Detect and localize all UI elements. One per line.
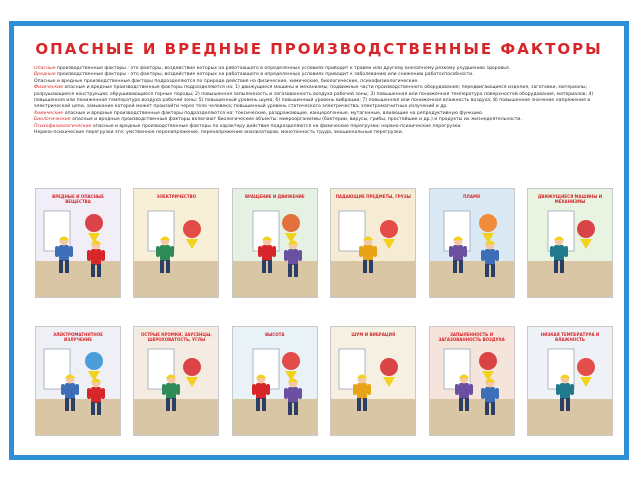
hazard-symbol [85, 214, 103, 232]
hazard-illustration-card [527, 326, 613, 436]
hazard-illustration [233, 327, 317, 435]
hazard-illustration [331, 189, 415, 297]
floor [134, 261, 218, 297]
card-caption: НИЗКАЯ ТЕМПЕРАТУРА И ВЛАЖНОСТЬ [540, 332, 600, 342]
card-caption: ШУМ И ВИБРАЦИЯ [351, 332, 396, 337]
paragraph: Опасные и вредные производственные факторы подразделяются по природе действия на физические, химические, биологические, психофизиологические. [34, 78, 419, 84]
hazard-symbol [479, 214, 497, 232]
floor [528, 261, 612, 297]
card-caption: ЗАПЫЛЕННОСТЬ И ЗАГАЗОВАННОСТЬ ВОЗДУХА [438, 332, 505, 342]
poster-intro-text [34, 66, 608, 178]
card-caption: ЭЛЕКТРИЧЕСТВО [156, 194, 197, 199]
paragraph: Психофизиологические опасные и вредные производственные факторы по характеру действия подразделяются на физические перегрузки; нервно-психические перегрузки. [34, 123, 462, 129]
hazard-symbol [183, 358, 201, 376]
hazard-illustration [36, 189, 120, 297]
card-caption: ВРАЩЕНИЕ И ДВИЖЕНИЕ [244, 194, 305, 199]
card-caption: ОСТРЫЕ КРОМКИ, ЗАУСЕНЦЫ, ШЕРОХОВАТОСТЬ, УГЛЫ [140, 332, 212, 342]
hazard-illustration [36, 327, 120, 435]
hazard-symbol [85, 352, 103, 370]
equipment [339, 211, 365, 251]
equipment [548, 349, 574, 389]
warning-triangle-icon [186, 377, 198, 387]
warning-triangle-icon [383, 239, 395, 249]
warning-triangle-icon [580, 377, 592, 387]
hazard-illustration [233, 189, 317, 297]
hazard-symbol [577, 220, 595, 238]
hazard-illustration-card [232, 326, 318, 436]
hazard-illustration [528, 189, 612, 297]
hazard-illustration [528, 327, 612, 435]
hazard-symbol [577, 358, 595, 376]
warning-triangle-icon [580, 239, 592, 249]
card-caption: ВЫСОТА [265, 332, 285, 337]
equipment [148, 211, 174, 251]
paragraph: Опасные производственные факторы - это факторы, воздействие которых на работающего в определенных условиях приводит к травме или другому внезапному резкому ухудшению здоровья. [34, 66, 511, 71]
floor [36, 261, 120, 297]
hazard-illustration-card [330, 326, 416, 436]
card-caption: ЭЛЕКТРОМАГНИТНОЕ ИЗЛУЧЕНИЕ [53, 332, 103, 342]
hazard-symbol [479, 352, 497, 370]
paragraph: Нервно-психические перегрузки это: умственное перенапряжение, перенапряжение анализаторов, монотонность труда, эмоциональные перегрузки. [34, 130, 404, 136]
paragraph: Биологические опасные и вредные производственные факторы включают биологические объекты: микроорганизмы (бактерии, вирусы, грибы, простейшие и др.) и продукты их жизнедеятельности. [34, 117, 522, 123]
hazard-illustration-card [133, 188, 219, 298]
floor [430, 399, 514, 435]
warning-triangle-icon [186, 239, 198, 249]
hazard-illustration [430, 327, 514, 435]
hazard-illustration [134, 327, 218, 435]
hazard-illustration-card [232, 188, 318, 298]
warning-triangle-icon [383, 377, 395, 387]
floor [233, 261, 317, 297]
hazard-symbol [380, 220, 398, 238]
hazard-symbol [183, 220, 201, 238]
equipment [44, 349, 70, 389]
equipment [253, 349, 279, 389]
hazard-illustration-card [330, 188, 416, 298]
hazard-symbol [380, 358, 398, 376]
floor [331, 399, 415, 435]
paragraph: Вредные производственные факторы - это факторы, воздействие которых на работающего в определенных условиях приводит к заболеванию или снижению работоспособности. [34, 72, 474, 78]
hazard-illustration-card [35, 188, 121, 298]
card-caption: ДВИЖУЩИЕСЯ МАШИНЫ И МЕХАНИЗМЫ [537, 194, 603, 204]
hazard-illustration [134, 189, 218, 297]
paragraph: Физические опасные и вредные производственные факторы подразделяются на: 1) движущиеся машины и механизмы; подвижные части производственного оборудования; передвигающиеся изделия, заготовки, материалы; разрушающиеся конструкции; обрушивающиеся горные породы; 2) повышенная запыленность и загазованность воздуха рабочей зоны; 3) повышенная или пониженная температура поверхностей оборудования, материалов; 4) повышенная или пониженная температура воздуха рабочей зоны; 5) повышенный уровень шума; 6) повышенный уровень вибрации; 7) повышенная или пониженная влажность воздуха; 8) повышенное значение напряжения в электрической цепи, замыкание которой может произойти через тело человека; повышенный уровень статического электричества, электромагнитных излучений и др. [34, 85, 594, 110]
poster-frame [9, 21, 629, 460]
floor [36, 399, 120, 435]
poster-title: ОПАСНЫЕ И ВРЕДНЫЕ ПРОИЗВОДСТВЕННЫЕ ФАКТОРЫ [35, 40, 603, 58]
hazard-illustration-card [429, 188, 515, 298]
card-caption: ВРЕДНЫЕ И ОПАСНЫЕ ВЕЩЕСТВА [52, 194, 104, 204]
paragraph: Химические опасные и вредные производственные факторы подразделяются на: токсические, раздражающие, канцерогенные, мутагенные, влияющие на репродуктивную функцию. [34, 110, 484, 116]
floor [233, 399, 317, 435]
hazard-symbol [282, 352, 300, 370]
card-caption: ПАДАЮЩИЕ ПРЕДМЕТЫ, ГРУЗЫ [335, 194, 411, 199]
hazard-illustration [430, 189, 514, 297]
hazard-illustration-card [527, 188, 613, 298]
card-caption: ПЛАМЯ [463, 194, 480, 199]
hazard-illustration-card [35, 326, 121, 436]
hazard-symbol [282, 214, 300, 232]
hazard-illustration-card [429, 326, 515, 436]
illustration-grid [35, 188, 613, 436]
floor [430, 261, 514, 297]
hazard-illustration [331, 327, 415, 435]
hazard-illustration-card [133, 326, 219, 436]
